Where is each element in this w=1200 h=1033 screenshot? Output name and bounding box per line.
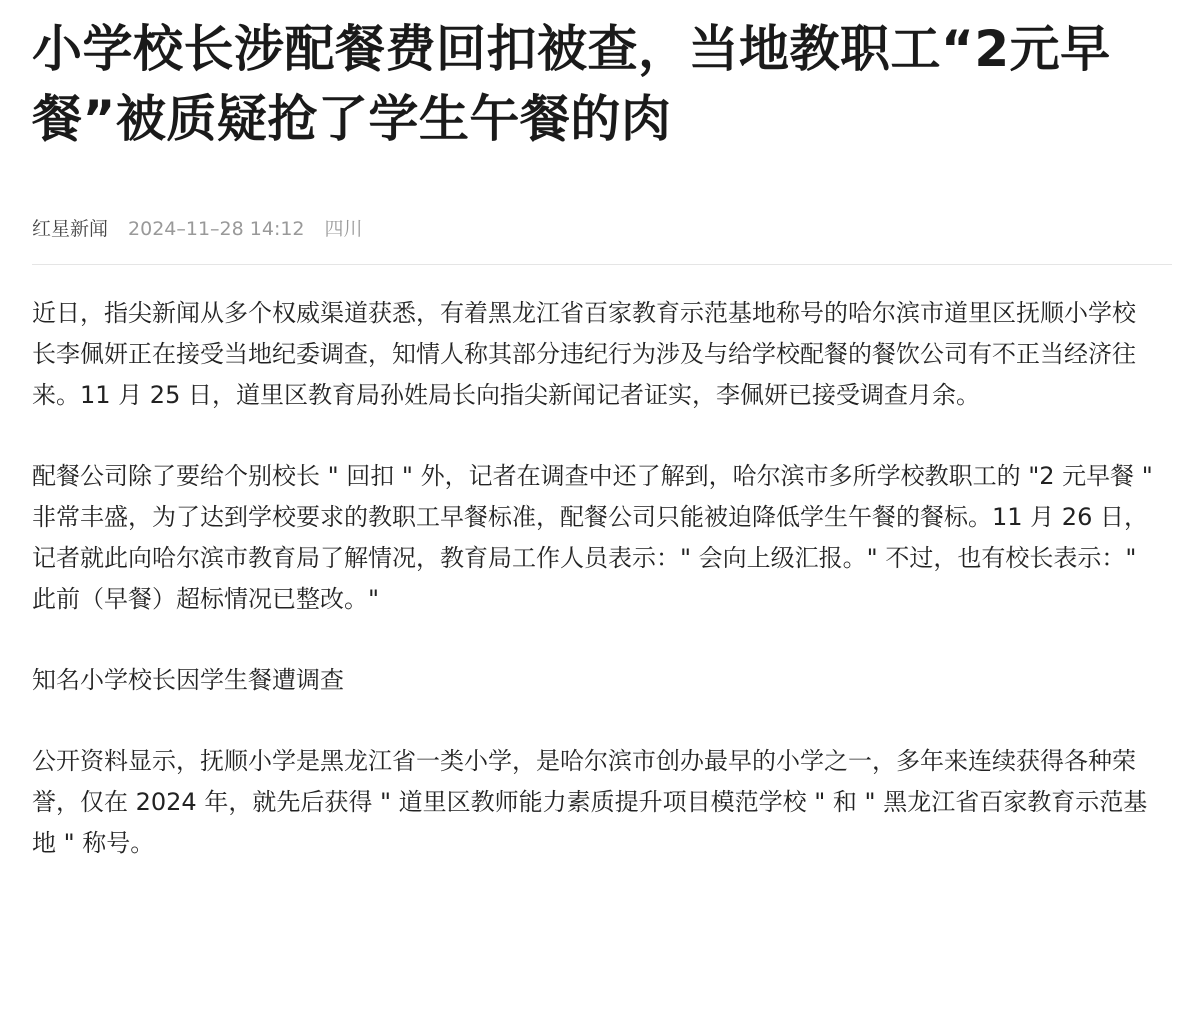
article-source[interactable]: 红星新闻 — [32, 218, 109, 240]
paragraph: 公开资料显示，抚顺小学是黑龙江省一类小学，是哈尔滨市创办最早的小学之一，多年来连续获得各种荣誉，仅在 2024 年，就先后获得 " 道里区教师能力素质提升项目模范学校 " 和 " 黑龙江省百家教育示范基地 " 称号。 — [32, 747, 1148, 857]
article-title: 小学校长涉配餐费回扣被查，当地教职工“2元早餐”被质疑抢了学生午餐的肉 — [32, 20, 1111, 148]
article-timestamp: 2024–11–28 14:12 — [128, 218, 305, 240]
paragraph: 近日，指尖新闻从多个权威渠道获悉，有着黑龙江省百家教育示范基地称号的哈尔滨市道里区抚顺小学校长李佩妍正在接受当地纪委调查，知情人称其部分违纪行为涉及与给学校配餐的餐饮公司有不正当经济往来。11 月 25 日，道里区教育局孙姓局长向指尖新闻记者证实，李佩妍已接受调查月余。 — [32, 299, 1136, 409]
article-meta — [32, 214, 1172, 244]
article-region: 四川 — [324, 218, 363, 240]
section-heading: 知名小学校长因学生餐遭调查 — [32, 666, 344, 694]
article — [32, 0, 1172, 904]
paragraph: 配餐公司除了要给个别校长 " 回扣 " 外，记者在调查中还了解到，哈尔滨市多所学校教职工的 "2 元早餐 " 非常丰盛，为了达到学校要求的教职工早餐标准，配餐公司只能被迫降低学生午餐的餐标。11 月 26 日，记者就此向哈尔滨市教育局了解情况，教育局工作人员表示：" 会向上级汇报。" 不过，也有校长表示：" 此前（早餐）超标情况已整改。" — [32, 462, 1153, 613]
meta-divider — [32, 264, 1172, 265]
article-body — [32, 293, 1172, 864]
